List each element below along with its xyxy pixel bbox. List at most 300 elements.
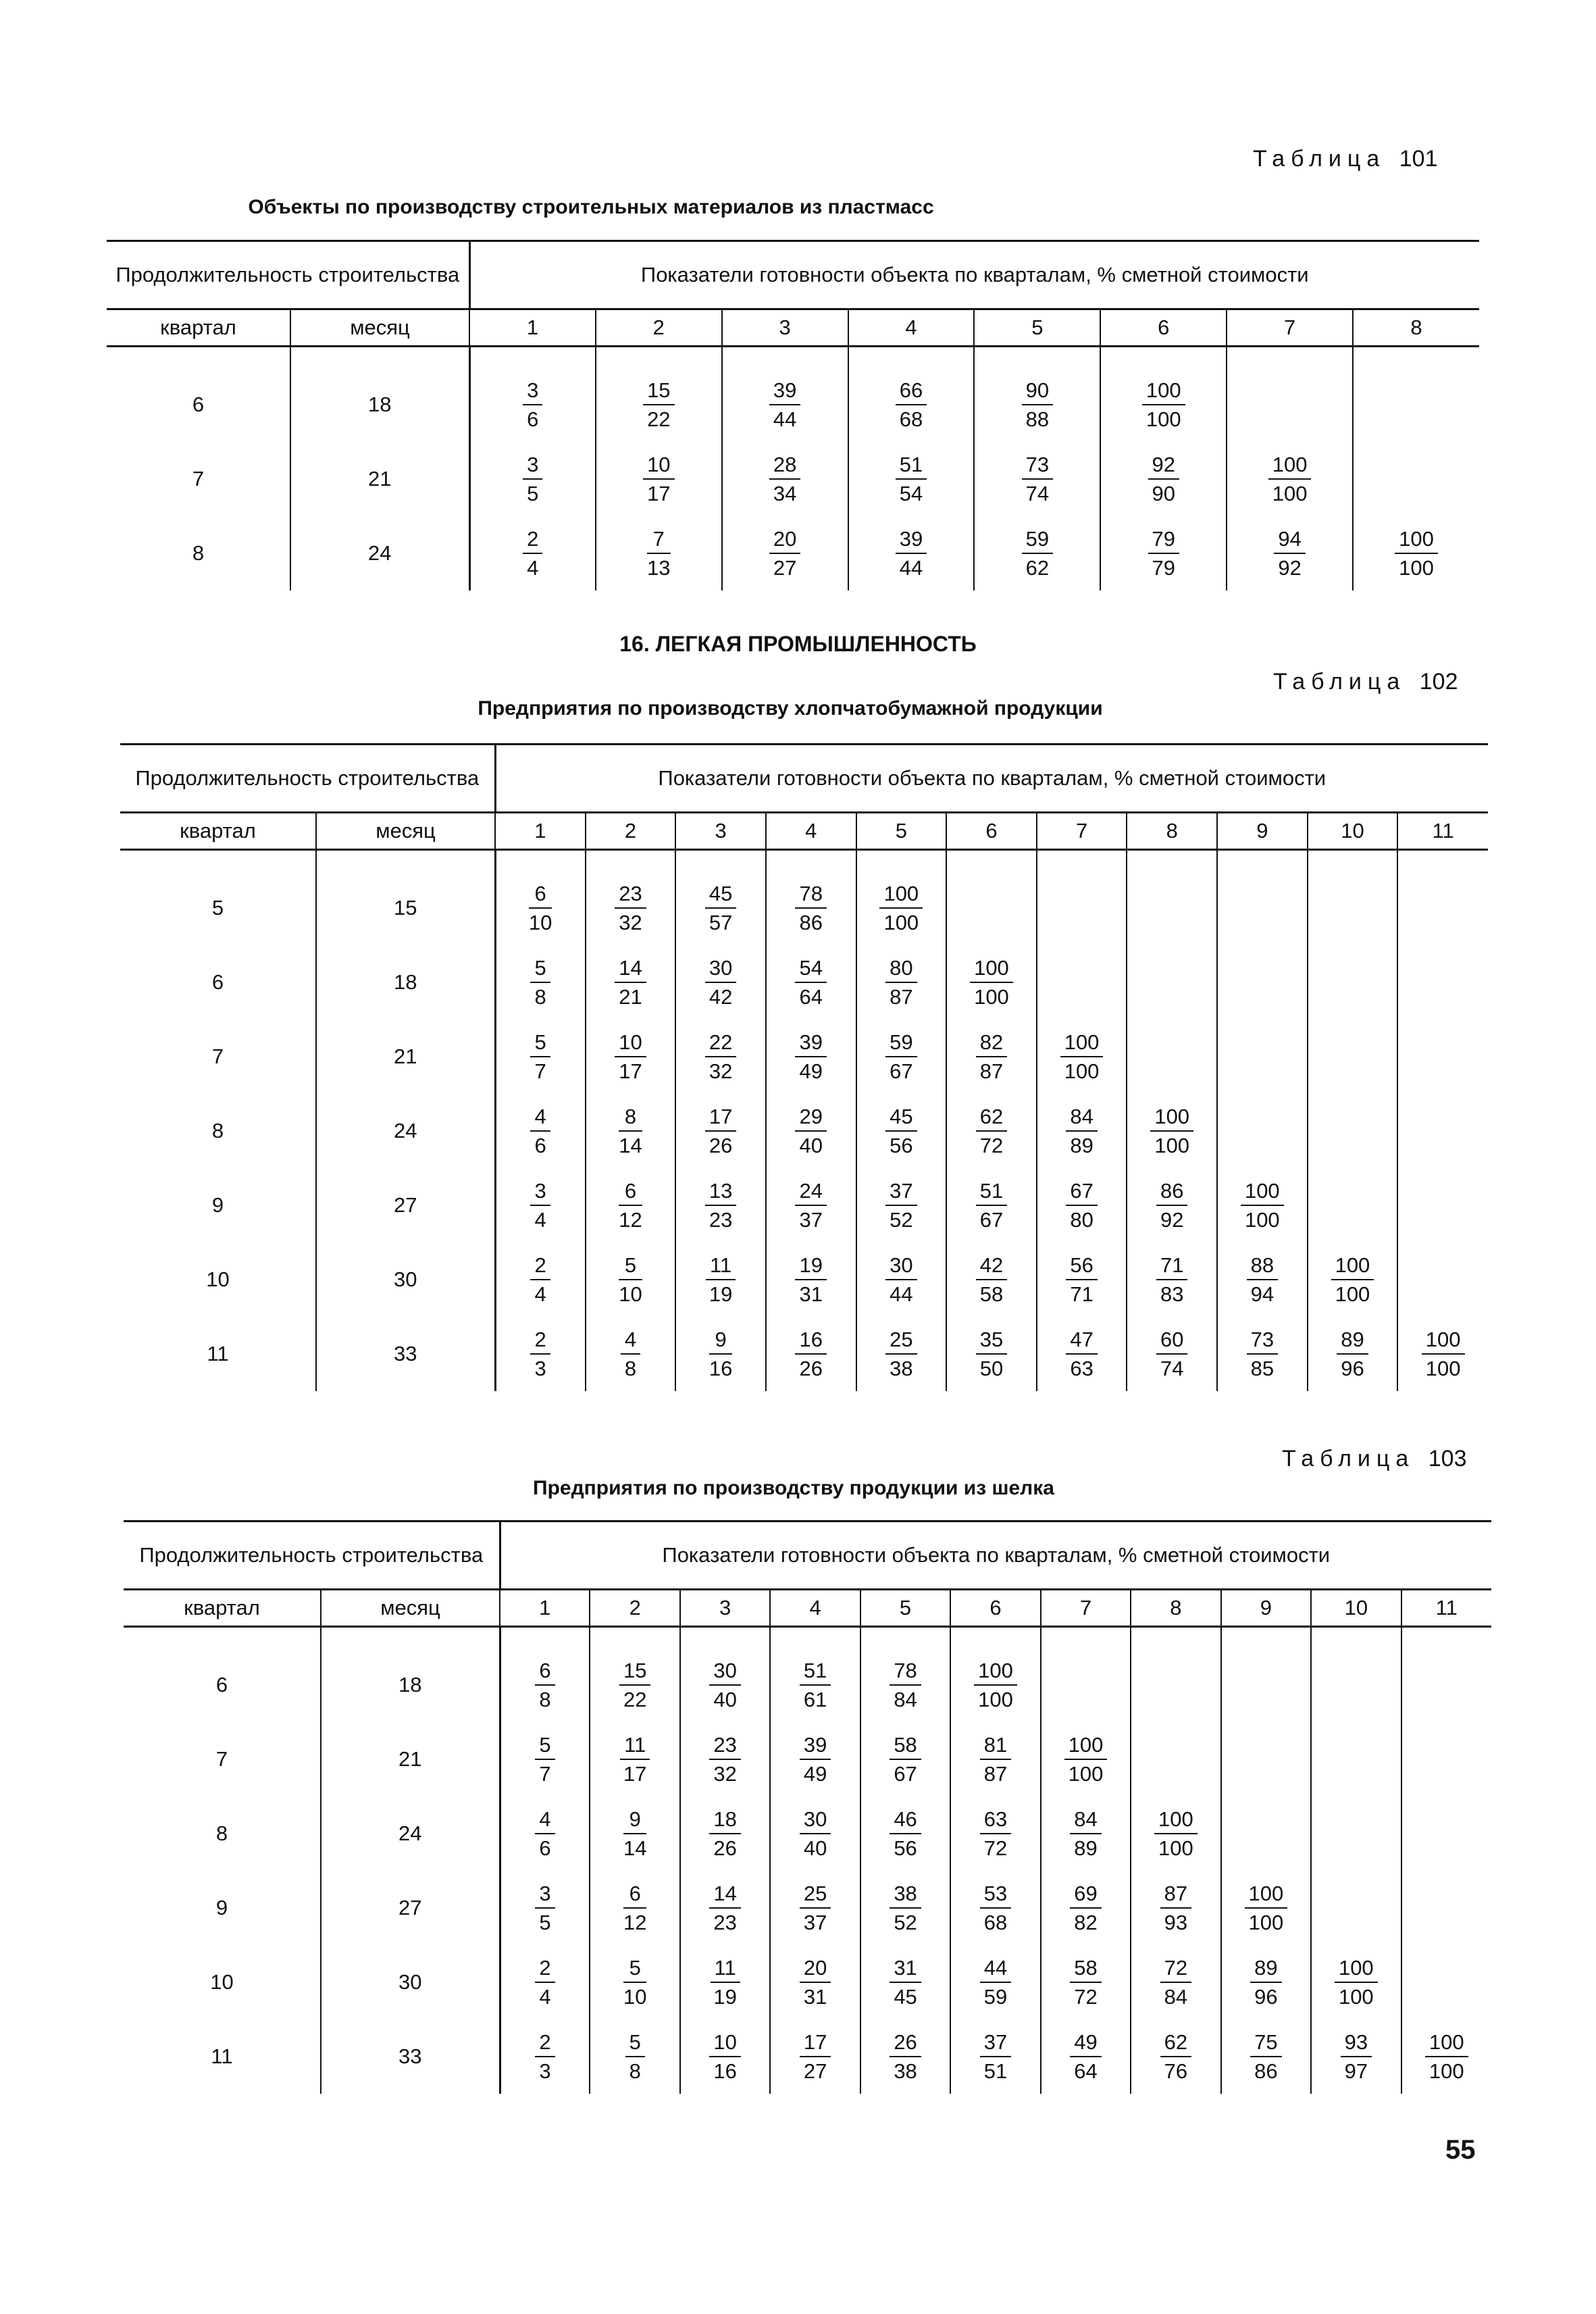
fraction-numerator: 69 (1070, 1881, 1101, 1909)
fraction (890, 1955, 921, 2009)
value-cell (974, 442, 1100, 516)
quarter-cell: 9 (124, 1871, 321, 1945)
fraction-denominator: 37 (803, 1911, 827, 1934)
fraction (1422, 1327, 1465, 1381)
fraction (976, 1327, 1007, 1381)
fraction (1395, 526, 1438, 580)
fraction (980, 1732, 1011, 1786)
fraction-denominator: 86 (1254, 2059, 1278, 2083)
table-row (120, 1317, 1488, 1391)
value-cell (856, 1094, 947, 1168)
fraction-denominator: 26 (799, 1357, 823, 1380)
table-row (107, 368, 1479, 442)
value-cell (590, 1945, 679, 2019)
value-cell (1127, 1020, 1217, 1094)
value-cell (1221, 1722, 1311, 1796)
quarter-number-header: 5 (974, 309, 1100, 347)
fraction-denominator: 44 (899, 556, 923, 580)
fraction-numerator: 39 (896, 526, 927, 554)
value-cell (856, 945, 947, 1020)
value-cell (1131, 1722, 1220, 1796)
fraction-numerator: 30 (885, 1253, 917, 1280)
fraction-numerator: 60 (1156, 1327, 1187, 1355)
value-cell (946, 871, 1037, 945)
fraction-denominator: 8 (629, 2059, 641, 2083)
table-row (107, 516, 1479, 590)
month-cell: 21 (316, 1020, 495, 1094)
table-row (107, 442, 1479, 516)
fraction-denominator: 100 (1335, 1282, 1370, 1306)
fraction-denominator: 34 (773, 482, 797, 505)
fraction-numerator: 89 (1337, 1327, 1368, 1355)
fraction (523, 378, 542, 432)
value-cell (950, 1722, 1040, 1796)
quarter-number-header: 3 (680, 1590, 770, 1627)
fraction-denominator: 87 (979, 1059, 1004, 1083)
value-cell (1041, 1648, 1131, 1722)
month-column-header: месяц (290, 309, 469, 347)
table-row (124, 1722, 1491, 1796)
fraction (1156, 1327, 1187, 1381)
quarter-number-header: 3 (675, 813, 766, 850)
fraction (647, 526, 670, 580)
value-cell (1397, 1317, 1488, 1391)
fraction (1064, 1732, 1108, 1786)
fraction-numerator: 42 (976, 1253, 1007, 1280)
fraction (530, 1178, 550, 1232)
fraction-denominator: 90 (1152, 482, 1175, 505)
fraction (1070, 1881, 1101, 1935)
fraction (530, 1030, 550, 1084)
fraction-numerator: 30 (705, 955, 736, 983)
value-cell (675, 1242, 766, 1317)
value-cell (1127, 871, 1217, 945)
duration-header: Продолжительность строительства (124, 1521, 500, 1590)
fraction-numerator: 47 (1066, 1327, 1097, 1355)
fraction-denominator: 44 (773, 407, 797, 431)
fraction-denominator: 10 (528, 911, 552, 934)
value-cell (675, 1168, 766, 1242)
fraction-numerator: 78 (890, 1658, 921, 1686)
value-cell (974, 368, 1100, 442)
fraction-denominator: 40 (799, 1134, 823, 1157)
value-cell (946, 1317, 1037, 1391)
value-cell (495, 1020, 586, 1094)
value-cell (1037, 871, 1127, 945)
fraction-numerator: 54 (795, 955, 826, 983)
fraction-numerator: 75 (1250, 2030, 1281, 2057)
fraction (879, 881, 923, 935)
fraction (800, 1881, 831, 1935)
fraction-denominator: 87 (983, 1762, 1008, 1786)
fraction (970, 955, 1013, 1009)
fraction-denominator: 74 (1025, 482, 1050, 505)
value-cell (946, 1020, 1037, 1094)
fraction (1148, 526, 1179, 580)
fraction-numerator: 51 (976, 1178, 1007, 1206)
value-cell (495, 871, 586, 945)
fraction (623, 1807, 646, 1861)
value-cell (586, 1242, 676, 1317)
table-103 (124, 1520, 1491, 2094)
value-cell (590, 1648, 679, 1722)
fraction-denominator: 38 (890, 1357, 913, 1380)
value-cell (590, 1871, 679, 1945)
fraction-numerator: 23 (709, 1732, 740, 1760)
fraction-denominator: 94 (1250, 1282, 1275, 1306)
fraction-denominator: 72 (979, 1134, 1004, 1157)
fraction-numerator: 3 (523, 378, 542, 405)
fraction (643, 452, 674, 506)
quarter-cell: 5 (120, 871, 316, 945)
value-cell (495, 1317, 586, 1391)
value-cell (495, 1242, 586, 1317)
value-cell (1311, 1722, 1401, 1796)
fraction-numerator: 5 (530, 1030, 550, 1057)
fraction-numerator: 5 (535, 1732, 555, 1760)
fraction-numerator: 6 (529, 881, 552, 909)
fraction-numerator: 100 (1241, 1178, 1284, 1206)
month-cell: 21 (290, 442, 469, 516)
value-cell (1397, 1242, 1488, 1317)
fraction (795, 1104, 826, 1158)
fraction-denominator: 72 (983, 1836, 1008, 1860)
fraction-denominator: 32 (619, 911, 642, 934)
fraction-denominator: 100 (1248, 1911, 1284, 1934)
value-cell (1041, 1796, 1131, 1871)
value-cell (1221, 1796, 1311, 1871)
fraction (705, 1178, 736, 1232)
fraction-denominator: 79 (1152, 556, 1175, 580)
quarter-column-header: квартал (120, 813, 316, 850)
fraction (705, 881, 736, 935)
table-row (124, 1648, 1491, 1722)
fraction (885, 955, 917, 1009)
value-cell (586, 945, 676, 1020)
fraction-numerator: 4 (621, 1327, 640, 1355)
fraction (619, 1253, 642, 1307)
fraction-numerator: 100 (1150, 1104, 1193, 1132)
fraction-denominator: 51 (983, 2059, 1008, 2083)
fraction-denominator: 27 (773, 556, 797, 580)
fraction-denominator: 23 (713, 1911, 737, 1934)
fraction-numerator: 71 (1156, 1253, 1187, 1280)
value-cell (860, 1871, 950, 1945)
value-cell (1037, 1020, 1127, 1094)
value-cell (856, 1317, 947, 1391)
value-cell (1221, 1945, 1311, 2019)
fraction-denominator: 26 (709, 1134, 733, 1157)
value-cell (1397, 1094, 1488, 1168)
value-cell (848, 368, 975, 442)
fraction (535, 1881, 555, 1935)
fraction-numerator: 11 (620, 1732, 650, 1760)
duration-header: Продолжительность строительства (107, 241, 469, 309)
value-cell (1401, 1871, 1491, 1945)
fraction-denominator: 38 (894, 2059, 917, 2083)
quarter-number-header: 4 (770, 1590, 860, 1627)
value-cell (586, 1094, 676, 1168)
value-cell (680, 1871, 770, 1945)
fraction-denominator: 5 (539, 1911, 551, 1934)
fraction (619, 1104, 642, 1158)
fraction-denominator: 32 (713, 1762, 737, 1786)
quarter-cell: 6 (120, 945, 316, 1020)
fraction-numerator: 8 (619, 1104, 642, 1132)
value-cell (722, 442, 848, 516)
month-cell: 24 (290, 516, 469, 590)
fraction-denominator: 4 (534, 1208, 546, 1232)
fraction (800, 1732, 831, 1786)
fraction-denominator: 100 (883, 911, 919, 934)
quarter-number-header: 10 (1308, 813, 1398, 850)
fraction-denominator: 5 (527, 482, 539, 505)
fraction-numerator: 5 (623, 1955, 646, 1983)
fraction-denominator: 52 (890, 1208, 913, 1232)
fraction-numerator: 5 (619, 1253, 642, 1280)
quarter-cell: 9 (120, 1168, 316, 1242)
fraction-numerator: 23 (615, 881, 646, 909)
fraction (980, 1881, 1011, 1935)
quarter-number-header: 1 (500, 1590, 590, 1627)
value-cell (946, 1168, 1037, 1242)
fraction-denominator: 100 (1428, 2059, 1464, 2083)
value-cell (1041, 2019, 1131, 2094)
table-103-label: Таблица 103 (1282, 1446, 1467, 1472)
value-cell (1308, 1317, 1398, 1391)
fraction-numerator: 14 (709, 1881, 740, 1909)
fraction-denominator: 67 (890, 1059, 913, 1083)
fraction-denominator: 17 (647, 482, 671, 505)
value-cell (1131, 1796, 1220, 1871)
fraction (615, 955, 646, 1009)
value-cell (1217, 1242, 1308, 1317)
fraction-denominator: 12 (619, 1208, 642, 1232)
value-cell (680, 1648, 770, 1722)
quarter-column-header: квартал (107, 309, 290, 347)
quarter-cell: 11 (124, 2019, 321, 2094)
fraction-denominator: 14 (623, 1836, 647, 1860)
fraction (795, 1253, 826, 1307)
value-cell (722, 368, 848, 442)
fraction-numerator: 11 (706, 1253, 736, 1280)
fraction-denominator: 100 (1145, 407, 1181, 431)
value-cell (495, 1168, 586, 1242)
fraction (896, 526, 927, 580)
table-103-title: Предприятия по производству продукции из шелка (533, 1477, 1054, 1499)
fraction-numerator: 59 (885, 1030, 917, 1057)
value-cell (1401, 1796, 1491, 1871)
table-row (120, 871, 1488, 945)
fraction (709, 2030, 740, 2084)
fraction-denominator: 17 (623, 1762, 647, 1786)
fraction-numerator: 93 (1341, 2030, 1372, 2057)
fraction (1337, 1327, 1368, 1381)
fraction (896, 452, 927, 506)
value-cell (1311, 1648, 1401, 1722)
fraction-denominator: 56 (894, 1836, 917, 1860)
fraction-numerator: 100 (970, 955, 1013, 983)
value-cell (722, 516, 848, 590)
fraction-numerator: 66 (896, 378, 927, 405)
fraction-denominator: 84 (894, 1688, 917, 1711)
value-cell (596, 516, 722, 590)
fraction (1245, 1881, 1288, 1935)
quarter-number-header: 8 (1353, 309, 1479, 347)
value-cell (1100, 368, 1227, 442)
fraction-numerator: 10 (615, 1030, 646, 1057)
fraction (1156, 1178, 1187, 1232)
fraction (705, 955, 736, 1009)
value-cell (1353, 442, 1479, 516)
value-cell (495, 945, 586, 1020)
value-cell (1131, 1871, 1220, 1945)
value-cell (1041, 1871, 1131, 1945)
value-cell (680, 1796, 770, 1871)
fraction-numerator: 14 (615, 955, 646, 983)
indicators-header: Показатели готовности объекта по кварталам, % сметной стоимости (495, 745, 1488, 813)
fraction (980, 1807, 1011, 1861)
value-cell (675, 1020, 766, 1094)
fraction-numerator: 73 (1022, 452, 1053, 480)
value-cell (860, 1796, 950, 1871)
value-cell (1217, 1094, 1308, 1168)
fraction (980, 2030, 1011, 2084)
fraction (980, 1955, 1011, 2009)
fraction-numerator: 84 (1070, 1807, 1101, 1834)
value-cell (856, 1242, 947, 1317)
page-number: 55 (1445, 2135, 1476, 2165)
quarter-number-header: 2 (586, 813, 676, 850)
fraction (1250, 1955, 1281, 2009)
quarter-cell: 6 (124, 1648, 321, 1722)
value-cell (860, 2019, 950, 2094)
value-cell (1227, 442, 1353, 516)
value-cell (856, 1168, 947, 1242)
fraction-denominator: 26 (713, 1836, 737, 1860)
fraction (709, 1327, 732, 1381)
fraction (885, 1030, 917, 1084)
value-cell (586, 1317, 676, 1391)
fraction (709, 1881, 740, 1935)
quarter-number-header: 5 (856, 813, 947, 850)
fraction-numerator: 53 (980, 1881, 1011, 1909)
fraction (1148, 452, 1179, 506)
fraction-numerator: 30 (800, 1807, 831, 1834)
value-cell (1311, 2019, 1401, 2094)
fraction (709, 1658, 740, 1712)
fraction-denominator: 71 (1070, 1282, 1093, 1306)
fraction-numerator: 86 (1156, 1178, 1187, 1206)
fraction-denominator: 13 (647, 556, 671, 580)
fraction (1250, 2030, 1281, 2084)
value-cell (680, 1722, 770, 1796)
fraction-denominator: 49 (799, 1059, 823, 1083)
fraction-numerator: 3 (535, 1881, 555, 1909)
fraction (1022, 526, 1053, 580)
value-cell (500, 1871, 590, 1945)
month-cell: 30 (316, 1242, 495, 1317)
fraction-denominator: 100 (1399, 556, 1434, 580)
fraction (1022, 378, 1053, 432)
fraction-denominator: 84 (1164, 1985, 1188, 2009)
fraction (890, 1881, 921, 1935)
value-cell (1037, 1168, 1127, 1242)
value-cell (946, 945, 1037, 1020)
quarter-cell: 10 (124, 1945, 321, 2019)
fraction-numerator: 2 (535, 1955, 555, 1983)
fraction (705, 1104, 736, 1158)
fraction-numerator: 100 (1268, 452, 1312, 480)
value-cell (586, 1168, 676, 1242)
fraction (885, 1253, 917, 1307)
fraction (890, 1658, 921, 1712)
value-cell (596, 368, 722, 442)
fraction (976, 1253, 1007, 1307)
fraction-numerator: 26 (890, 2030, 921, 2057)
value-cell (766, 1020, 856, 1094)
value-cell (856, 1020, 947, 1094)
fraction-numerator: 82 (976, 1030, 1007, 1057)
fraction-denominator: 67 (979, 1208, 1004, 1232)
fraction-denominator: 31 (803, 1985, 827, 2009)
fraction (890, 1807, 921, 1861)
month-cell: 18 (316, 945, 495, 1020)
fraction (976, 1030, 1007, 1084)
value-cell (1041, 1945, 1131, 2019)
fraction (535, 1807, 555, 1861)
fraction (1247, 1327, 1278, 1381)
quarter-number-header: 1 (495, 813, 586, 850)
section-title: 16. ЛЕГКАЯ ПРОМЫШЛЕННОСТЬ (619, 632, 977, 656)
value-cell (974, 516, 1100, 590)
fraction-numerator: 90 (1022, 378, 1053, 405)
quarter-cell: 7 (120, 1020, 316, 1094)
fraction-denominator: 100 (1338, 1985, 1374, 2009)
value-cell (1308, 945, 1398, 1020)
fraction-numerator: 44 (980, 1955, 1011, 1983)
fraction-denominator: 83 (1160, 1282, 1184, 1306)
fraction-numerator: 73 (1247, 1327, 1278, 1355)
fraction (769, 378, 800, 432)
value-cell (469, 442, 596, 516)
fraction-numerator: 39 (769, 378, 800, 405)
fraction-denominator: 3 (539, 2059, 551, 2083)
fraction-denominator: 86 (799, 911, 823, 934)
value-cell (848, 442, 975, 516)
value-cell (1217, 1317, 1308, 1391)
value-cell (1308, 1094, 1398, 1168)
fraction-denominator: 96 (1254, 1985, 1278, 2009)
value-cell (1221, 2019, 1311, 2094)
value-cell (766, 1094, 856, 1168)
fraction (1070, 1955, 1101, 2009)
fraction (711, 1955, 740, 2009)
value-cell (590, 1722, 679, 1796)
fraction-denominator: 6 (534, 1134, 546, 1157)
fraction (535, 1732, 555, 1786)
fraction-denominator: 63 (1070, 1357, 1093, 1380)
fraction-numerator: 15 (619, 1658, 650, 1686)
indicators-header: Показатели готовности объекта по кварталам, % сметной стоимости (469, 241, 1479, 309)
value-cell (1308, 1020, 1398, 1094)
fraction-denominator: 42 (709, 985, 733, 1009)
fraction-denominator: 76 (1164, 2059, 1188, 2083)
fraction-numerator: 80 (885, 955, 917, 983)
fraction-denominator: 4 (539, 1985, 551, 2009)
fraction-denominator: 40 (803, 1836, 827, 1860)
fraction-numerator: 5 (625, 2030, 645, 2057)
